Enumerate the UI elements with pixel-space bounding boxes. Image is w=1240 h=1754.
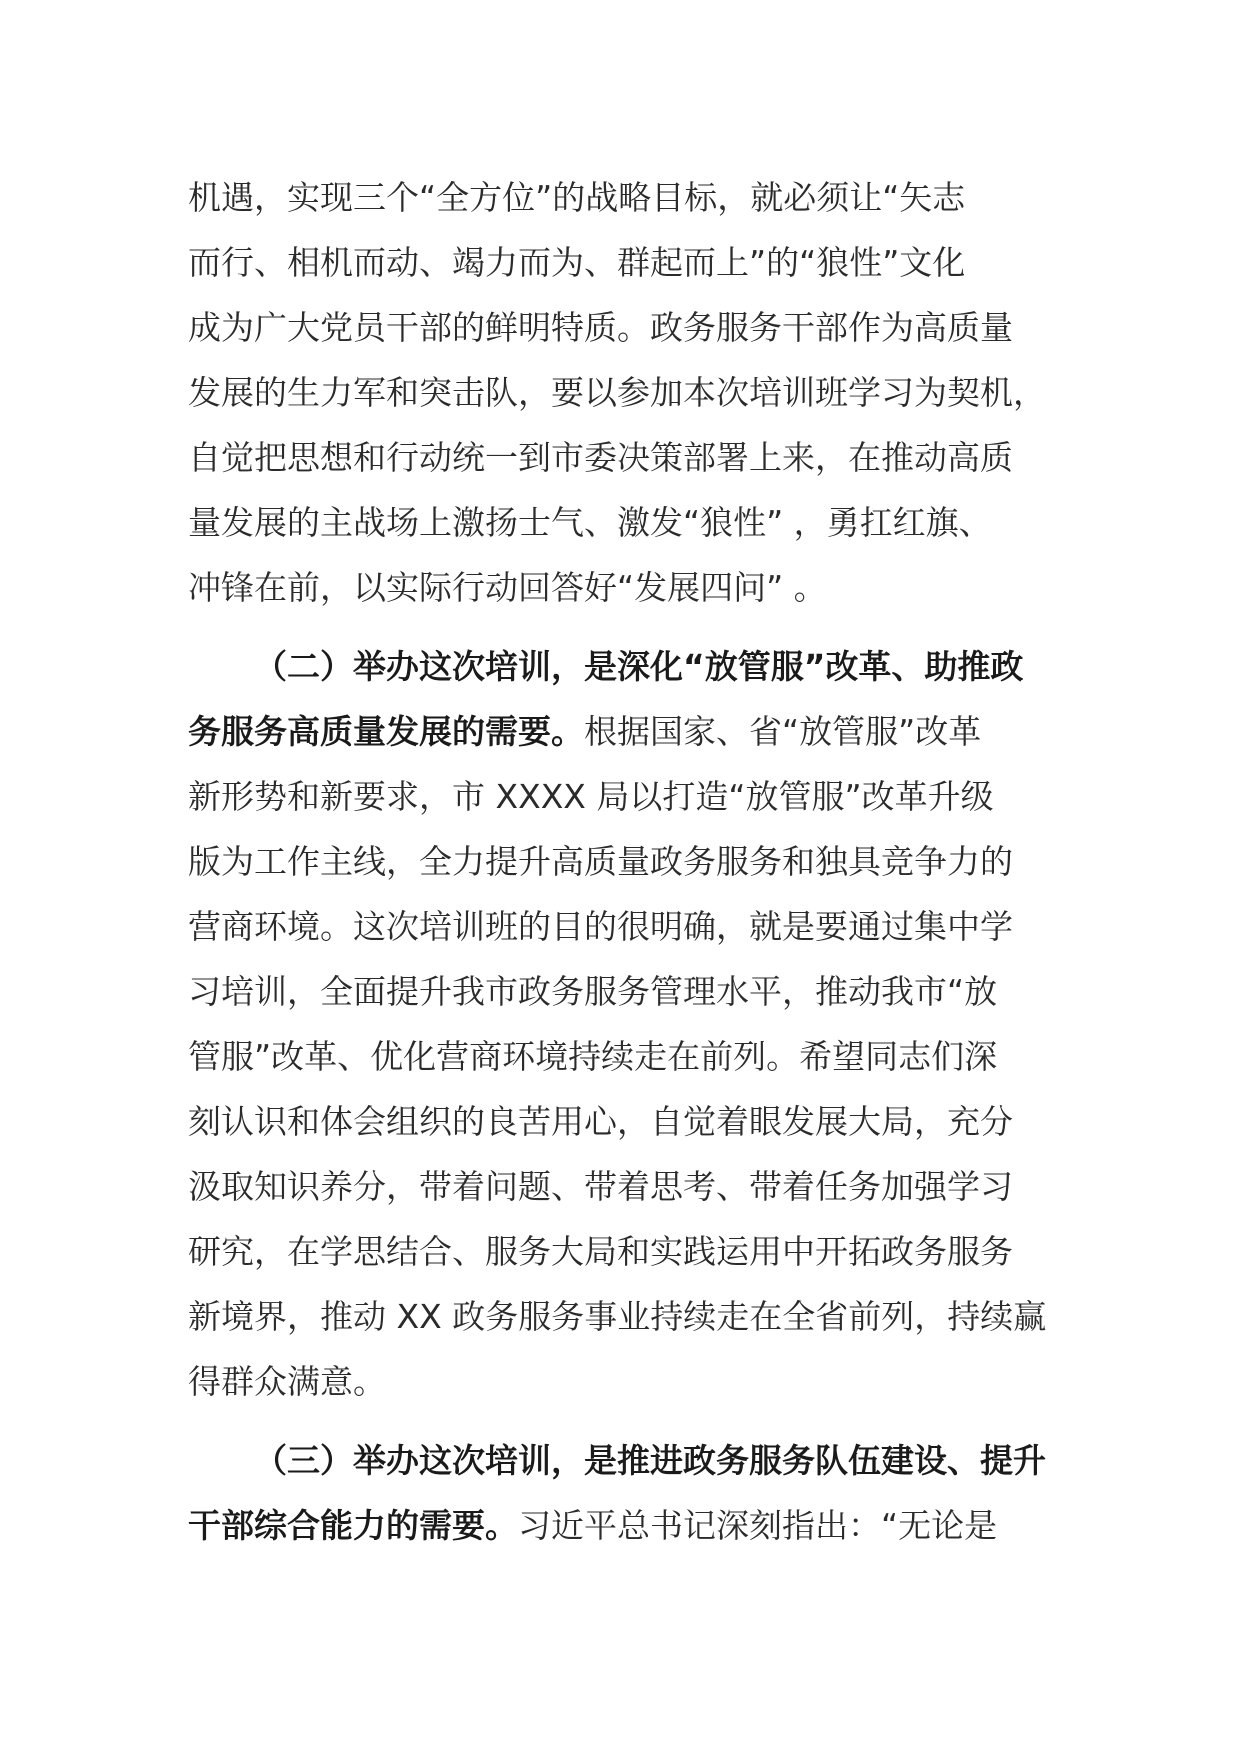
text-line (188, 165, 1058, 230)
text-line (188, 1284, 1058, 1349)
text-run: 习近平总书记深刻指出：“无论是 (518, 1506, 998, 1545)
text-line (188, 1493, 1058, 1558)
text-line (188, 360, 1058, 425)
text-run: 新形势和新要求，市 XXXX 局以打造“放管服”改革升级 (188, 777, 994, 816)
text-run: 自觉把思想和行动统一到市委决策部署上来，在推动高质 (188, 438, 1013, 477)
text-line (188, 699, 1058, 764)
text-line (188, 829, 1058, 894)
section-heading-run: （二）举办这次培训，是深化“放管服”改革、助推政 (254, 647, 1024, 686)
text-run: 研究，在学思结合、服务大局和实践运用中开拓政务服务 (188, 1232, 1013, 1271)
text-line (188, 1349, 1058, 1414)
text-line (188, 555, 1058, 620)
text-run: 版为工作主线，全力提升高质量政务服务和独具竞争力的 (188, 842, 1013, 881)
text-line (188, 959, 1058, 1024)
text-line (188, 1089, 1058, 1154)
text-line (188, 1024, 1058, 1089)
text-run: 营商环境。这次培训班的目的很明确，就是要通过集中学 (188, 907, 1013, 946)
text-run: 习培训，全面提升我市政务服务管理水平，推动我市“放 (188, 972, 998, 1011)
section-heading-line (188, 634, 1058, 699)
text-run: 刻认识和体会组织的良苦用心，自觉着眼发展大局，充分 (188, 1102, 1013, 1141)
text-run: 冲锋在前，以实际行动回答好“发展四问” 。 (188, 568, 827, 607)
text-line (188, 894, 1058, 959)
section-heading-run: 干部综合能力的需要。 (188, 1506, 518, 1545)
text-line (188, 295, 1058, 360)
section-heading-run: （三）举办这次培训，是推进政务服务队伍建设、提升 (254, 1441, 1046, 1480)
text-run: 得群众满意。 (188, 1362, 386, 1401)
section-heading-line (188, 1428, 1058, 1493)
text-run: 新境界，推动 XX 政务服务事业持续走在全省前列，持续赢 (188, 1297, 1047, 1336)
text-run: 汲取知识养分，带着问题、带着思考、带着任务加强学习 (188, 1167, 1013, 1206)
text-run: 量发展的主战场上激扬士气、激发“狼性” ，勇扛红旗、 (188, 503, 992, 542)
text-run: 管服”改革、优化营商环境持续走在前列。希望同志们深 (188, 1037, 998, 1076)
text-line (188, 425, 1058, 490)
text-line (188, 230, 1058, 295)
text-run: 而行、相机而动、竭力而为、群起而上”的“狼性”文化 (188, 243, 966, 282)
text-line (188, 490, 1058, 555)
text-run: 根据国家、省“放管服”改革 (584, 712, 982, 751)
text-run: 成为广大党员干部的鲜明特质。政务服务干部作为高质量 (188, 308, 1013, 347)
text-line (188, 764, 1058, 829)
paragraph-reform-training (188, 634, 1058, 1414)
paragraph-strategic-goals (188, 165, 1058, 620)
paragraph-team-building (188, 1428, 1058, 1558)
text-run: 发展的生力军和突击队，要以参加本次培训班学习为契机， (188, 373, 1046, 412)
section-heading-run: 务服务高质量发展的需要。 (188, 712, 584, 751)
text-line (188, 1219, 1058, 1284)
text-run: 机遇，实现三个“全方位”的战略目标，就必须让“矢志 (188, 178, 966, 217)
text-line (188, 1154, 1058, 1219)
